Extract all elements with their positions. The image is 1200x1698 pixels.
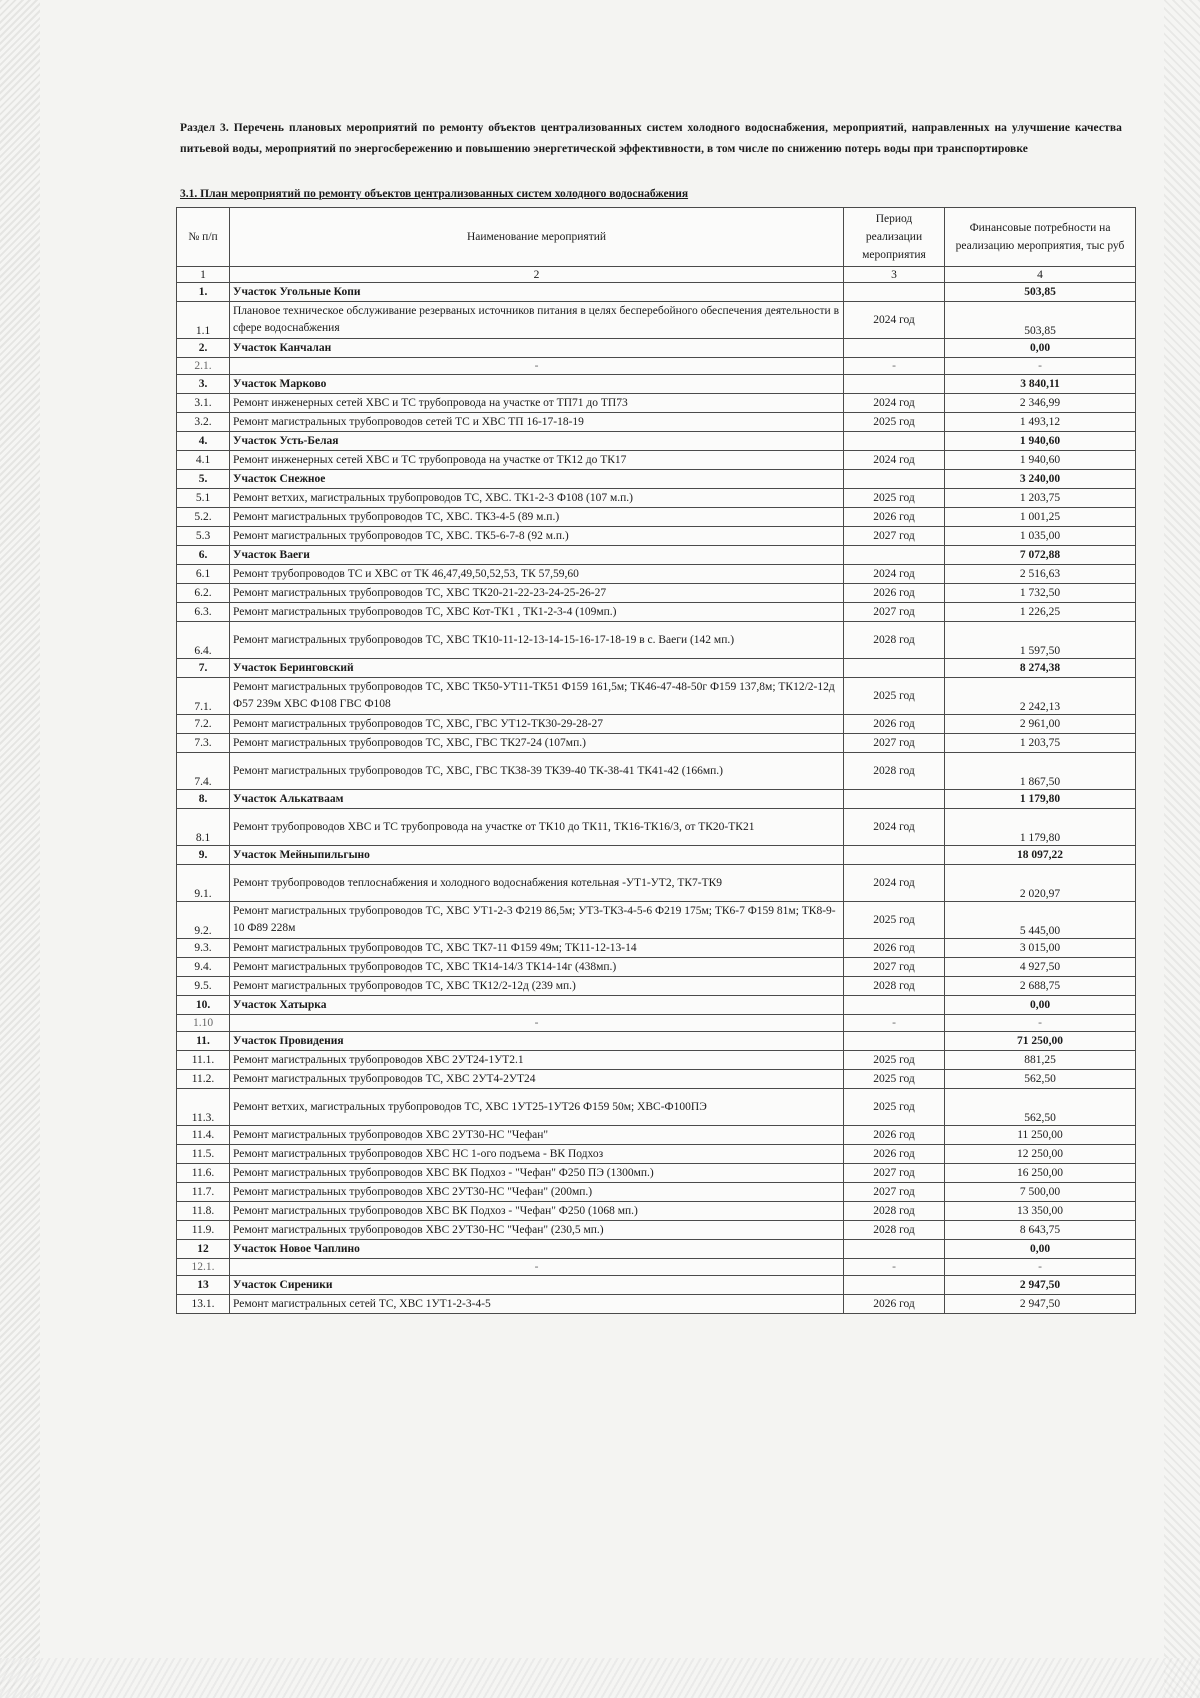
- section-heading: Раздел 3. Перечень плановых мероприятий по ремонту объектов централизованных систем холодного водоснабжения, мероприятий, направленных на улучшение качества питьевой воды, мероприятий по энергосбережению и повышению энергетической эффективности, в том числе по снижению потерь воды при транспортировке: [180, 122, 1122, 155]
- row-number: 11.5.: [177, 1145, 230, 1164]
- measures-table: [176, 207, 1136, 1314]
- row-finance: 503,85: [945, 302, 1136, 339]
- row-finance: 1 732,50: [945, 584, 1136, 603]
- row-finance: 7 500,00: [945, 1183, 1136, 1202]
- row-finance: -: [945, 1015, 1136, 1032]
- table-row: [177, 902, 1136, 939]
- row-period: 2026 год: [844, 584, 945, 603]
- table-row: [177, 1145, 1136, 1164]
- row-name: Плановое техническое обслуживание резерваных источников питания в целях бесперебойного обеспечения деятельности в сфере водоснабжения: [230, 302, 844, 339]
- row-number: 7.4.: [177, 753, 230, 790]
- row-number: 6.: [177, 546, 230, 565]
- header-finance: Финансовые потребности на реализацию мероприятия, тыс руб: [945, 208, 1136, 267]
- section-row: [177, 339, 1136, 358]
- row-name: Ремонт магистральных трубопроводов ТС, ХВС 2УТ4-2УТ24: [230, 1070, 844, 1089]
- table-row: [177, 678, 1136, 715]
- table-row: [177, 865, 1136, 902]
- table-row: [177, 734, 1136, 753]
- row-number: 9.: [177, 846, 230, 865]
- table-row: [177, 489, 1136, 508]
- row-period: -: [844, 358, 945, 375]
- row-period: 2027 год: [844, 1164, 945, 1183]
- row-period: 2025 год: [844, 902, 945, 939]
- table-row: [177, 622, 1136, 659]
- table-header-row: [177, 208, 1136, 267]
- row-finance: 2 020,97: [945, 865, 1136, 902]
- row-number: 11.: [177, 1032, 230, 1051]
- row-number: 8.: [177, 790, 230, 809]
- table-row: [177, 1051, 1136, 1070]
- row-name: Участок Угольные Копи: [230, 283, 844, 302]
- table-row: [177, 939, 1136, 958]
- row-period: [844, 1276, 945, 1295]
- empty-row: [177, 1015, 1136, 1032]
- row-period: 2024 год: [844, 565, 945, 584]
- row-period: -: [844, 1015, 945, 1032]
- row-period: [844, 790, 945, 809]
- row-number: 5.3: [177, 527, 230, 546]
- row-number: 7.1.: [177, 678, 230, 715]
- row-number: 11.9.: [177, 1221, 230, 1240]
- row-name: Ремонт магистральных трубопроводов ХВС 2УТ30-НС "Чефан": [230, 1126, 844, 1145]
- row-period: 2025 год: [844, 489, 945, 508]
- empty-row: [177, 358, 1136, 375]
- table-row: [177, 508, 1136, 527]
- row-name: Участок Новое Чаплино: [230, 1240, 844, 1259]
- row-number: 11.8.: [177, 1202, 230, 1221]
- row-period: [844, 283, 945, 302]
- row-finance: 16 250,00: [945, 1164, 1136, 1183]
- row-name: Участок Снежное: [230, 470, 844, 489]
- row-number: 6.1: [177, 565, 230, 584]
- row-period: 2025 год: [844, 1070, 945, 1089]
- scan-edge-left: [0, 0, 40, 1698]
- row-number: 9.2.: [177, 902, 230, 939]
- row-period: [844, 846, 945, 865]
- row-period: [844, 339, 945, 358]
- row-name: Участок Усть-Белая: [230, 432, 844, 451]
- row-finance: 3 240,00: [945, 470, 1136, 489]
- row-name: Ремонт магистральных трубопроводов ТС, ХВС, ГВС УТ12-ТК30-29-28-27: [230, 715, 844, 734]
- row-finance: 2 242,13: [945, 678, 1136, 715]
- row-finance: 8 274,38: [945, 659, 1136, 678]
- header-period: Период реализации мероприятия: [844, 208, 945, 267]
- table-row: [177, 603, 1136, 622]
- section-row: [177, 432, 1136, 451]
- row-period: [844, 546, 945, 565]
- row-finance: 8 643,75: [945, 1221, 1136, 1240]
- row-name: Участок Канчалан: [230, 339, 844, 358]
- row-finance: 1 940,60: [945, 451, 1136, 470]
- row-number: 11.7.: [177, 1183, 230, 1202]
- row-number: 11.6.: [177, 1164, 230, 1183]
- row-name: Ремонт магистральных трубопроводов ХВС ВК Подхоз - "Чефан" Ф250 (1068 мп.): [230, 1202, 844, 1221]
- row-period: 2028 год: [844, 1202, 945, 1221]
- row-number: 9.4.: [177, 958, 230, 977]
- table-row: [177, 715, 1136, 734]
- row-period: 2025 год: [844, 678, 945, 715]
- row-number: 6.4.: [177, 622, 230, 659]
- row-finance: 2 516,63: [945, 565, 1136, 584]
- row-finance: 4 927,50: [945, 958, 1136, 977]
- row-period: [844, 375, 945, 394]
- row-finance: 2 947,50: [945, 1295, 1136, 1314]
- table-row: [177, 451, 1136, 470]
- row-number: 2.1.: [177, 358, 230, 375]
- row-period: 2026 год: [844, 1126, 945, 1145]
- row-finance: -: [945, 1259, 1136, 1276]
- section-row: [177, 790, 1136, 809]
- row-name: Участок Алькатваам: [230, 790, 844, 809]
- row-number: 6.3.: [177, 603, 230, 622]
- row-finance: 1 493,12: [945, 413, 1136, 432]
- row-name: Ремонт магистральных трубопроводов ТС, ХВС ТК50-УТ11-ТК51 Ф159 161,5м; ТК46-47-48-50г Ф159 137,8м; ТК12/2-12д Ф57 239м ХВС Ф108 ГВС Ф108: [230, 678, 844, 715]
- row-finance: 562,50: [945, 1089, 1136, 1126]
- table-body: [177, 283, 1136, 1314]
- table-row: [177, 1202, 1136, 1221]
- table-row: [177, 1070, 1136, 1089]
- column-number: 1: [177, 267, 230, 283]
- row-period: 2024 год: [844, 865, 945, 902]
- row-period: 2025 год: [844, 413, 945, 432]
- row-finance: 3 015,00: [945, 939, 1136, 958]
- row-finance: 1 203,75: [945, 734, 1136, 753]
- row-name: Ремонт магистральных трубопроводов ХВС 2УТ30-НС "Чефан" (200мп.): [230, 1183, 844, 1202]
- header-number: № п/п: [177, 208, 230, 267]
- section-row: [177, 846, 1136, 865]
- row-name: Ремонт магистральных трубопроводов ТС, ХВС ТК12/2-12д (239 мп.): [230, 977, 844, 996]
- row-period: -: [844, 1259, 945, 1276]
- table-row: [177, 1295, 1136, 1314]
- row-period: 2027 год: [844, 734, 945, 753]
- table-row: [177, 413, 1136, 432]
- column-number: 3: [844, 267, 945, 283]
- row-number: 11.1.: [177, 1051, 230, 1070]
- row-period: 2028 год: [844, 1221, 945, 1240]
- row-period: 2026 год: [844, 1295, 945, 1314]
- row-number: 5.: [177, 470, 230, 489]
- section-row: [177, 659, 1136, 678]
- row-number: 3.1.: [177, 394, 230, 413]
- row-finance: 2 947,50: [945, 1276, 1136, 1295]
- row-name: Ремонт магистральных трубопроводов ТС, ХВС ТК14-14/3 ТК14-14г (438мп.): [230, 958, 844, 977]
- empty-row: [177, 1259, 1136, 1276]
- header-name: Наименование мероприятий: [230, 208, 844, 267]
- row-period: [844, 659, 945, 678]
- row-finance: 503,85: [945, 283, 1136, 302]
- table-row: [177, 527, 1136, 546]
- row-finance: 881,25: [945, 1051, 1136, 1070]
- row-number: 13: [177, 1276, 230, 1295]
- row-finance: 0,00: [945, 339, 1136, 358]
- row-number: 1.10: [177, 1015, 230, 1032]
- row-name: Ремонт магистральных трубопроводов ХВС 2УТ30-НС "Чефан" (230,5 мп.): [230, 1221, 844, 1240]
- row-number: 4.1: [177, 451, 230, 470]
- row-name: Участок Марково: [230, 375, 844, 394]
- row-name: Ремонт магистральных трубопроводов ТС, ХВС, ГВС ТК38-39 ТК39-40 ТК-38-41 ТК41-42 (166мп.): [230, 753, 844, 790]
- row-name: Ремонт ветхих, магистральных трубопроводов ТС, ХВС 1УТ25-1УТ26 Ф159 50м; ХВС-Ф100ПЭ: [230, 1089, 844, 1126]
- row-period: 2027 год: [844, 603, 945, 622]
- row-period: 2027 год: [844, 958, 945, 977]
- row-name: Ремонт магистральных трубопроводов ТС, ХВС ТК7-11 Ф159 49м; ТК11-12-13-14: [230, 939, 844, 958]
- row-period: [844, 470, 945, 489]
- row-period: 2028 год: [844, 977, 945, 996]
- row-period: 2025 год: [844, 1089, 945, 1126]
- row-name: Участок Ваеги: [230, 546, 844, 565]
- row-finance: 1 179,80: [945, 790, 1136, 809]
- row-number: 11.3.: [177, 1089, 230, 1126]
- row-name: Ремонт магистральных трубопроводов ТС, ХВС ТК10-11-12-13-14-15-16-17-18-19 в с. Ваеги (142 мп.): [230, 622, 844, 659]
- table-row: [177, 958, 1136, 977]
- row-name: Ремонт магистральных трубопроводов сетей ТС и ХВС ТП 16-17-18-19: [230, 413, 844, 432]
- table-row: [177, 1164, 1136, 1183]
- section-row: [177, 546, 1136, 565]
- row-finance: 1 001,25: [945, 508, 1136, 527]
- table-row: [177, 394, 1136, 413]
- row-name: Участок Провидения: [230, 1032, 844, 1051]
- row-name: Ремонт магистральных трубопроводов ХВС 2УТ24-1УТ2.1: [230, 1051, 844, 1070]
- row-name: Ремонт магистральных трубопроводов ТС, ХВС УТ1-2-3 Ф219 86,5м; УТ3-ТК3-4-5-6 Ф219 175м; ТК6-7 Ф159 81м; ТК8-9-10 Ф89 228м: [230, 902, 844, 939]
- row-finance: 2 961,00: [945, 715, 1136, 734]
- row-finance: 0,00: [945, 996, 1136, 1015]
- row-number: 5.2.: [177, 508, 230, 527]
- table-row: [177, 1183, 1136, 1202]
- row-finance: 18 097,22: [945, 846, 1136, 865]
- row-number: 12: [177, 1240, 230, 1259]
- row-number: 13.1.: [177, 1295, 230, 1314]
- row-name: Ремонт магистральных трубопроводов ХВС ВК Подхоз - "Чефан" Ф250 ПЭ (1300мп.): [230, 1164, 844, 1183]
- row-period: 2026 год: [844, 715, 945, 734]
- row-period: 2027 год: [844, 527, 945, 546]
- row-finance: 562,50: [945, 1070, 1136, 1089]
- row-name: Ремонт магистральных сетей ТС, ХВС 1УТ1-2-3-4-5: [230, 1295, 844, 1314]
- row-period: 2027 год: [844, 1183, 945, 1202]
- row-number: 6.2.: [177, 584, 230, 603]
- section-row: [177, 1276, 1136, 1295]
- section-row: [177, 996, 1136, 1015]
- row-period: 2024 год: [844, 809, 945, 846]
- table-row: [177, 977, 1136, 996]
- row-period: 2026 год: [844, 1145, 945, 1164]
- row-name: -: [230, 1015, 844, 1032]
- row-name: Ремонт инженерных сетей ХВС и ТС трубопровода на участке от ТП71 до ТП73: [230, 394, 844, 413]
- table-row: [177, 302, 1136, 339]
- row-number: 3.2.: [177, 413, 230, 432]
- section-row: [177, 1240, 1136, 1259]
- row-name: Ремонт трубопроводов ХВС и ТС трубопровода на участке от ТК10 до ТК11, ТК16-ТК16/3, от ТК20-ТК21: [230, 809, 844, 846]
- table-row: [177, 1089, 1136, 1126]
- row-number: 9.5.: [177, 977, 230, 996]
- row-name: Участок Мейныпильгыно: [230, 846, 844, 865]
- table-row: [177, 753, 1136, 790]
- table-row: [177, 809, 1136, 846]
- row-finance: 71 250,00: [945, 1032, 1136, 1051]
- row-finance: 0,00: [945, 1240, 1136, 1259]
- row-period: 2024 год: [844, 302, 945, 339]
- scan-edge-bottom: [0, 1658, 1200, 1698]
- section-row: [177, 283, 1136, 302]
- column-number: 4: [945, 267, 1136, 283]
- row-number: 1.: [177, 283, 230, 302]
- row-name: Ремонт магистральных трубопроводов ТС, ХВС ТК20-21-22-23-24-25-26-27: [230, 584, 844, 603]
- scan-edge-right: [1164, 0, 1200, 1698]
- row-finance: 1 226,25: [945, 603, 1136, 622]
- row-period: [844, 996, 945, 1015]
- section-row: [177, 470, 1136, 489]
- row-finance: 1 035,00: [945, 527, 1136, 546]
- column-number: 2: [230, 267, 844, 283]
- row-number: 10.: [177, 996, 230, 1015]
- row-finance: 1 597,50: [945, 622, 1136, 659]
- row-finance: 13 350,00: [945, 1202, 1136, 1221]
- row-name: -: [230, 1259, 844, 1276]
- row-finance: 3 840,11: [945, 375, 1136, 394]
- row-number: 9.3.: [177, 939, 230, 958]
- row-period: [844, 432, 945, 451]
- row-name: Ремонт магистральных трубопроводов ТС, ХВС. ТК5-6-7-8 (92 м.п.): [230, 527, 844, 546]
- row-name: Участок Беринговский: [230, 659, 844, 678]
- row-number: 12.1.: [177, 1259, 230, 1276]
- section-row: [177, 1032, 1136, 1051]
- row-period: [844, 1240, 945, 1259]
- row-number: 8.1: [177, 809, 230, 846]
- row-finance: 2 346,99: [945, 394, 1136, 413]
- row-number: 3.: [177, 375, 230, 394]
- row-name: Участок Хатырка: [230, 996, 844, 1015]
- row-period: 2028 год: [844, 622, 945, 659]
- table-row: [177, 584, 1136, 603]
- row-number: 5.1: [177, 489, 230, 508]
- row-number: 11.2.: [177, 1070, 230, 1089]
- row-name: Ремонт инженерных сетей ХВС и ТС трубопровода на участке от ТК12 до ТК17: [230, 451, 844, 470]
- row-finance: 12 250,00: [945, 1145, 1136, 1164]
- row-name: Ремонт ветхих, магистральных трубопроводов ТС, ХВС. ТК1-2-3 Ф108 (107 м.п.): [230, 489, 844, 508]
- row-name: Ремонт трубопроводов ТС и ХВС от ТК 46,47,49,50,52,53, ТК 57,59,60: [230, 565, 844, 584]
- row-period: 2028 год: [844, 753, 945, 790]
- row-finance: -: [945, 358, 1136, 375]
- row-finance: 1 179,80: [945, 809, 1136, 846]
- row-number: 7.3.: [177, 734, 230, 753]
- row-name: Участок Сиреники: [230, 1276, 844, 1295]
- row-number: 7.2.: [177, 715, 230, 734]
- row-name: Ремонт магистральных трубопроводов ТС, ХВС. ТК3-4-5 (89 м.п.): [230, 508, 844, 527]
- row-finance: 11 250,00: [945, 1126, 1136, 1145]
- row-finance: 7 072,88: [945, 546, 1136, 565]
- row-number: 9.1.: [177, 865, 230, 902]
- row-number: 7.: [177, 659, 230, 678]
- row-number: 4.: [177, 432, 230, 451]
- column-number-row: [177, 267, 1136, 283]
- row-finance: 2 688,75: [945, 977, 1136, 996]
- row-period: [844, 1032, 945, 1051]
- section-row: [177, 375, 1136, 394]
- row-name: Ремонт магистральных трубопроводов ТС, ХВС Кот-ТК1 , ТК1-2-3-4 (109мп.): [230, 603, 844, 622]
- row-number: 1.1: [177, 302, 230, 339]
- row-number: 11.4.: [177, 1126, 230, 1145]
- row-period: 2026 год: [844, 508, 945, 527]
- row-period: 2024 год: [844, 394, 945, 413]
- row-finance: 1 940,60: [945, 432, 1136, 451]
- table-row: [177, 1221, 1136, 1240]
- row-period: 2025 год: [844, 1051, 945, 1070]
- row-finance: 5 445,00: [945, 902, 1136, 939]
- row-number: 2.: [177, 339, 230, 358]
- table-row: [177, 1126, 1136, 1145]
- row-finance: 1 203,75: [945, 489, 1136, 508]
- table-title: 3.1. План мероприятий по ремонту объектов централизованных систем холодного водоснабжения: [180, 188, 689, 200]
- row-name: Ремонт магистральных трубопроводов ХВС НС 1-ого подъема - ВК Подхоз: [230, 1145, 844, 1164]
- row-name: Ремонт магистральных трубопроводов ТС, ХВС, ГВС ТК27-24 (107мп.): [230, 734, 844, 753]
- row-name: -: [230, 358, 844, 375]
- row-period: 2026 год: [844, 939, 945, 958]
- row-name: Ремонт трубопроводов теплоснабжения и холодного водоснабжения котельная -УТ1-УТ2, ТК7-ТК9: [230, 865, 844, 902]
- table-row: [177, 565, 1136, 584]
- row-period: 2024 год: [844, 451, 945, 470]
- row-finance: 1 867,50: [945, 753, 1136, 790]
